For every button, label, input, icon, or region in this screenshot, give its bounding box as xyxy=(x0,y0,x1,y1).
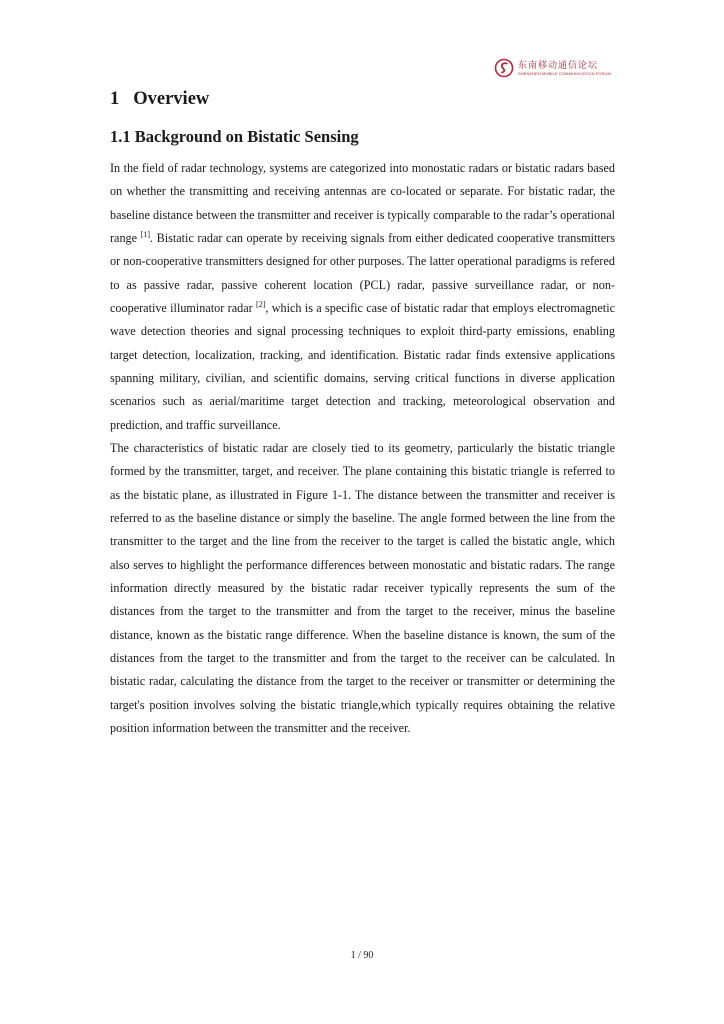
paragraph-1 xyxy=(110,157,615,437)
paragraph-1-part-1: In the field of radar technology, systems are categorized into monostatic radars or bistatic radars based on whether the transmitting and receiving antennas are co-located or separate. For bistatic radar, the baseline distance between the transmitter and receiver is typically comparable to the radar’s operational range xyxy=(110,161,616,245)
logo-chinese-text: 东南移动通信论坛 xyxy=(518,60,599,71)
citation-1: [1] xyxy=(140,229,150,239)
subsection-heading: 1.1 Background on Bistatic Sensing xyxy=(110,127,359,146)
header-logo xyxy=(494,58,611,78)
paragraph-1-part-2: . Bistatic radar can operate by receiving signals from either dedicated cooperative transmitters or non-cooperative transmitters designed for other purposes. The latter operational paradigms is refered to as passive radar, passive coherent location (PCL) radar, passive surveillance radar, or non-cooperative illuminator radar xyxy=(110,230,615,315)
forum-logo-icon xyxy=(494,58,514,78)
citation-2: [2] xyxy=(256,299,266,309)
section-heading xyxy=(110,89,209,110)
page-number: 1 / 90 xyxy=(350,950,374,961)
body-text xyxy=(110,157,615,740)
section-title: Overview xyxy=(133,89,210,109)
logo-english-text: SHENZHEN MOBILE COMMUNICATION FORUM xyxy=(518,70,611,76)
paragraph-1-part-3: , which is a specific case of bistatic radar that employs electromagnetic wave detection theories and signal processing techniques to exploit third-party emissions, enabling target detection, localization, tracking, and identification. Bistatic radar finds extensive applications spanning military, civilian, and scientific domains, serving critical functions in diverse application scenarios such as aerial/maritime target detection and tracking, meteorological observation and prediction, and traffic surveillance. xyxy=(110,300,615,432)
paragraph-2: The characteristics of bistatic radar are closely tied to its geometry, particularly the bistatic triangle formed by the transmitter, target, and receiver. The plane containing this bistatic triangle is referred to as the bistatic plane, as illustrated in Figure 1-1. The distance between the transmitter and receiver is referred to as the baseline distance or simply the baseline. The angle formed between the line from the transmitter to the target and the line from the receiver to the target is called the bistatic angle, which also serves to highlight the performance differences between monostatic and bistatic radars. The range information directly measured by the bistatic radar receiver typically represents the sum of the distances from the target to the transmitter and from the target to the receiver, minus the baseline distance, known as the bistatic range difference. When the baseline distance is known, the sum of the distances from the target to the transmitter and from the target to the receiver can be calculated. In bistatic radar, calculating the distance from the target to the receiver or transmitter or determining the target's position involves solving the bistatic triangle,which typically requires obtaining the relative position information between the transmitter and the receiver. xyxy=(110,440,615,735)
section-number: 1 xyxy=(110,89,120,109)
